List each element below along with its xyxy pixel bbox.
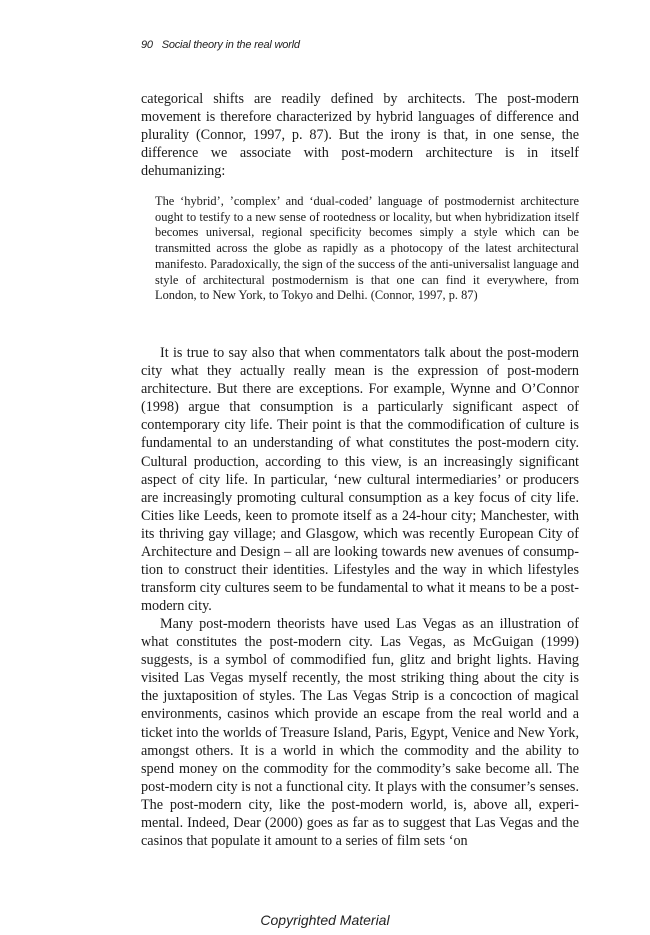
copyright-footer: Copyrighted Material [260, 912, 390, 928]
body-paragraph-1: categorical shifts are readily defined by architects. The post-modern movement is therefore characterized by hybrid languages of difference and plurality (Connor, 1997, p. 87). But the irony is that, in one sense, the difference we associate with post-modern architecture is in itself dehumanizing: [141, 91, 579, 180]
body-paragraph-3: Many post-modern theorists have used Las Vegas as an illustration of what constitutes the post-modern city. Las Vegas, as McGuigan (1999) suggests, is a symbol of commodified fun, glitz and bright lights. Having visited Las Vegas myself recently, the most striking thing about the city is the juxtaposition of styles. The Las Vegas Strip is a concoction of magical environments, casinos which provide an escape from the real world and a ticket into the worlds of Treasure Island, Paris, Egypt, Venice and New York, amongst others. It is a world in which the commodity and the ability to spend money on the commodity for the commodity’s sake become all. The post-modern city is not a functional city. It plays with the consumer’s senses. The post-modern city, like the post-modern world, is, above all, experimental. Indeed, Dear (2000) goes as far as to suggest that Las Vegas and the casinos that populate it amount to a series of film sets ‘on [141, 616, 579, 850]
body-paragraph-2: It is true to say also that when commentators talk about the post-modern city what they actually really mean is the expression of post-modern architecture. But there are exceptions. For example, Wynne and O’Connor (1998) argue that consumption is a particularly significant aspect of contemporary city life. Their point is that the commodification of culture is fundamental to an understanding of what constitutes the post-modern city. Cultural production, according to this view, is an increasingly significant aspect of city life. In particular, ‘new cultural intermediaries’ or producers are increasingly promoting cultural consumption as a key focus of city life. Cities like Leeds, keen to promote itself as a 24-hour city; Manchester, with its thriving gay village; and Glasgow, which was recently European City of Architecture and Design – all are looking towards new avenues of consumption to construct their identities. Lifestyles and the way in which lifestyles transform city cultures seem to be fundamental to what it means to be a post-modern city. [141, 345, 579, 615]
block-quote: The ‘hybrid’, ’complex’ and ‘dual-coded’ language of postmodernist architecture ought to testify to a new sense of rootedness or locality, but when hybridization itself becomes universal, regional specificity becomes simply a style which can be transmitted across the globe as rapidly as a photocopy of the latest architectural manifesto. Paradoxically, the sign of the success of the anti-universalist language and style of architectural postmodernism is that one can find it everywhere, from London, to New York, to Tokyo and Delhi. (Connor, 1997, p. 87) [155, 194, 579, 303]
page-number: 90 [141, 39, 153, 51]
running-title: Social theory in the real world [161, 39, 300, 51]
running-header [141, 39, 300, 51]
